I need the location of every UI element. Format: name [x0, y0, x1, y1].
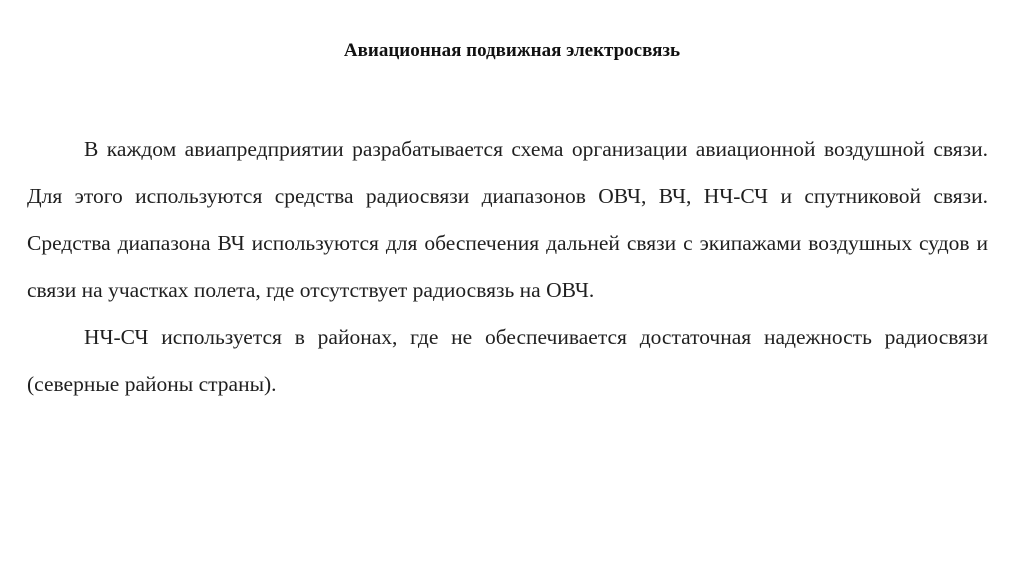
- slide-body: [27, 126, 988, 408]
- paragraph-2: НЧ-СЧ используется в районах, где не обеспечивается достаточная надежность радиосвязи (северные районы страны).: [27, 325, 988, 396]
- slide-title: Авиационная подвижная электросвязь: [343, 40, 681, 61]
- paragraph-1: В каждом авиапредприятии разрабатывается схема организации авиационной воздушной связи. Для этого используются средства радиосвязи диапазонов ОВЧ, ВЧ, НЧ-СЧ и спутниковой связи. Средства диапазона ВЧ используются для обеспечения дальней связи с экипажами воздушных судов и связи на участках полета, где отсутствует радиосвязь на ОВЧ.: [27, 137, 988, 302]
